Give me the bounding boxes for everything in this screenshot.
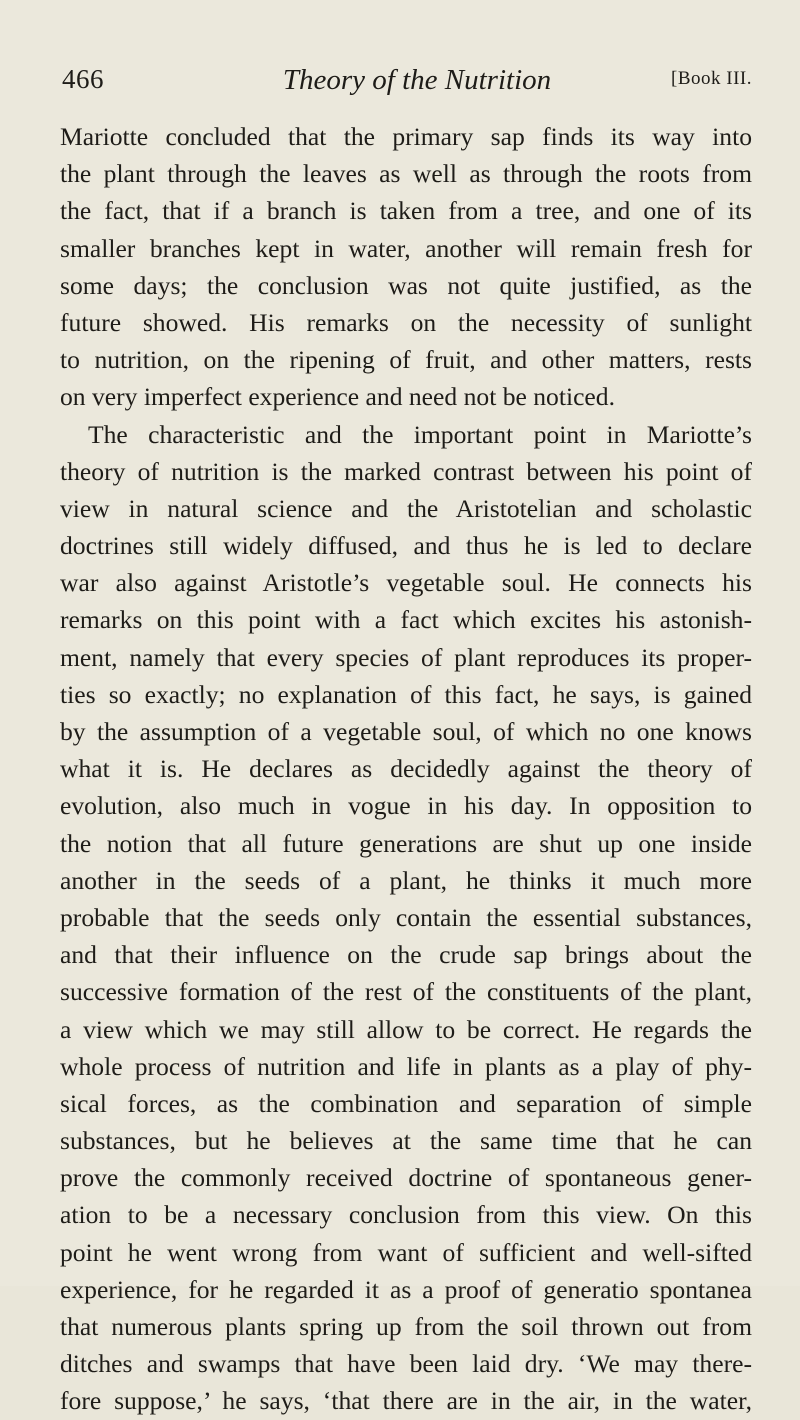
text-line: ation to be a necessary conclusion from this view. On this [60,1200,752,1230]
text-line: fore suppose,’ he says, ‘that there are in the air, in the water, [60,1386,752,1416]
text-line: the plant through the leaves as well as through the roots from [60,159,752,189]
text-line: the fact, that if a branch is taken from a tree, and one of its [60,196,752,226]
text-line: theory of nutrition is the marked contrast between his point of [60,456,752,486]
text-line: point he went wrong from want of sufficient and well-sifted [60,1237,752,1267]
text-line: ties so exactly; no explanation of this fact, he says, is gained [60,679,752,709]
text-line: some days; the conclusion was not quite justified, as the [60,270,752,300]
text-line: remarks on this point with a fact which excites his astonish- [60,605,752,635]
text-line: smaller branches kept in water, another will remain fresh for [60,233,752,263]
text-line: whole process of nutrition and life in plants as a play of phy- [60,1051,752,1081]
text-line: Mariotte concluded that the primary sap finds its way into [60,122,752,151]
text-line: on very imperfect experience and need not be noticed. [60,382,615,412]
text-line: a view which we may still allow to be correct. He regards the [60,1014,752,1044]
text-line: view in natural science and the Aristotelian and scholastic [60,493,752,523]
text-line: that numerous plants spring up from the soil thrown out from [60,1312,752,1341]
text-line: by the assumption of a vegetable soul, of which no one knows [60,717,752,746]
text-line: successive formation of the rest of the constituents of the plant, [60,977,752,1007]
text-line: ment, namely that every species of plant reproduces its proper- [60,642,752,672]
text-line: another in the seeds of a plant, he thinks it much more [60,865,752,895]
page-header [62,64,752,104]
text-line: prove the commonly received doctrine of spontaneous gener- [60,1163,752,1193]
book-reference: [Book III. [671,68,752,89]
text-line: future showed. His remarks on the necessity of sunlight [60,307,752,337]
text-line: and that their influence on the crude sap brings about the [60,940,752,970]
body-text [60,118,752,1420]
text-line: war also against Aristotle’s vegetable soul. He connects his [60,568,752,598]
text-line: the notion that all future generations are shut up one inside [60,828,752,858]
paragraph-start-line: The characteristic and the important point in Mariotte’s [88,419,752,449]
text-line: substances, but he believes at the same time that he can [60,1126,752,1156]
text-line: probable that the seeds only contain the essential substances, [60,902,752,932]
text-line: sical forces, as the combination and separation of simple [60,1088,752,1118]
text-line: evolution, also much in vogue in his day. In opposition to [60,791,752,821]
page-number: 466 [62,64,104,94]
running-title: Theory of the Nutrition [282,64,552,96]
text-line: experience, for he regarded it as a proof of generatio spontanea [60,1274,752,1304]
text-line: doctrines still widely diffused, and thus he is led to declare [60,531,752,561]
text-line: what it is. He declares as decidedly against the theory of [60,754,752,784]
text-line: ditches and swamps that have been laid dry. ‘We may there- [60,1349,752,1379]
text-line: to nutrition, on the ripening of fruit, and other matters, rests [60,345,752,375]
